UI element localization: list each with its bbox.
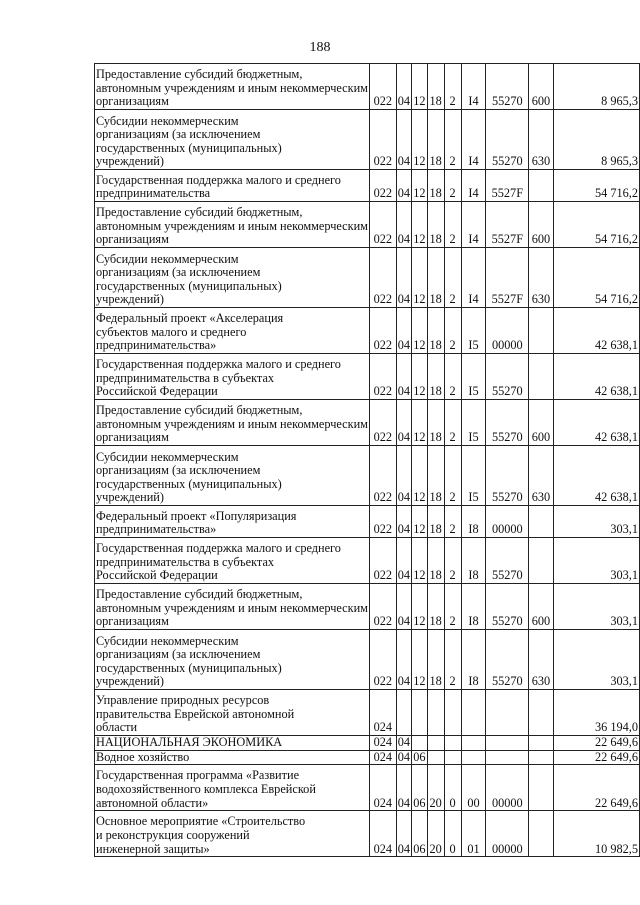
cell-expense-type-code: 600 [529,584,553,630]
cell-rz-code: 022 [369,64,396,110]
cell-expense-type-code: 630 [529,630,553,690]
row-name: Государственная программа «Развитие водохозяйственного комплекса Еврейской автономной области» [95,765,370,811]
cell-amount: 42 638,1 [553,446,639,506]
cell-expense-type-code [529,308,553,354]
cell-program-code: 18 [427,446,444,506]
cell-expense-type-code: 630 [529,110,553,170]
cell-section-code: 04 [396,446,411,506]
table-row [95,750,640,765]
cell-expense-type-code: 600 [529,202,553,248]
cell-program-code: 18 [427,354,444,400]
table-row [95,811,640,857]
cell-direction-code: 55270 [486,538,529,584]
cell-subprogram-code: 2 [444,110,461,170]
row-name: Управление природных ресурсов правительства Еврейской автономной области [95,690,370,736]
cell-direction-code [486,690,529,736]
table-row [95,170,640,202]
cell-subprogram-code: 2 [444,630,461,690]
cell-direction-code: 55270 [486,110,529,170]
cell-direction-code: 00000 [486,308,529,354]
cell-expense-type-code [529,736,553,751]
cell-amount: 54 716,2 [553,202,639,248]
cell-subsection-code: 12 [412,506,428,538]
cell-rz-code: 022 [369,110,396,170]
cell-amount: 303,1 [553,506,639,538]
row-name: Субсидии некоммерческим организациям (за исключением государственных (муниципальных) учреждений) [95,110,370,170]
table-row [95,446,640,506]
cell-section-code: 04 [396,765,411,811]
cell-expense-type-code: 630 [529,248,553,308]
cell-rz-code: 024 [369,765,396,811]
row-name: Государственная поддержка малого и среднего предпринимательства в субъектах Российской Федерации [95,354,370,400]
cell-direction-code: 55270 [486,630,529,690]
cell-subprogram-code: 2 [444,354,461,400]
table-row [95,202,640,248]
table-row [95,690,640,736]
cell-direction-code: 55270 [486,64,529,110]
cell-subsection-code: 12 [412,202,428,248]
cell-amount: 22 649,6 [553,765,639,811]
cell-subprogram-code: 2 [444,64,461,110]
cell-subsection-code: 12 [412,538,428,584]
cell-event-code [461,736,486,751]
row-name: Федеральный проект «Акселерация субъектов малого и среднего предпринимательства» [95,308,370,354]
cell-rz-code: 022 [369,446,396,506]
cell-amount: 36 194,0 [553,690,639,736]
cell-subsection-code: 12 [412,354,428,400]
table-row [95,538,640,584]
cell-subprogram-code: 2 [444,584,461,630]
cell-rz-code: 022 [369,506,396,538]
row-name: Федеральный проект «Популяризация предпринимательства» [95,506,370,538]
cell-subprogram-code: 2 [444,400,461,446]
cell-expense-type-code [529,765,553,811]
cell-program-code: 20 [427,811,444,857]
cell-rz-code: 024 [369,811,396,857]
table-row [95,400,640,446]
cell-amount: 8 965,3 [553,110,639,170]
cell-section-code: 04 [396,630,411,690]
cell-subprogram-code: 2 [444,538,461,584]
row-name: Предоставление субсидий бюджетным, автономным учреждениям и иным некоммерческим организациям [95,584,370,630]
table-row [95,354,640,400]
cell-direction-code: 00000 [486,506,529,538]
cell-section-code: 04 [396,811,411,857]
cell-direction-code: 00000 [486,765,529,811]
cell-subsection-code: 12 [412,584,428,630]
cell-program-code: 18 [427,584,444,630]
table-row [95,736,640,751]
cell-subprogram-code: 2 [444,308,461,354]
cell-section-code: 04 [396,584,411,630]
cell-subprogram-code: 2 [444,506,461,538]
cell-program-code: 18 [427,202,444,248]
cell-direction-code: 55270 [486,584,529,630]
cell-amount: 42 638,1 [553,308,639,354]
row-name: Субсидии некоммерческим организациям (за исключением государственных (муниципальных) учреждений) [95,630,370,690]
cell-program-code: 18 [427,308,444,354]
cell-subsection-code: 12 [412,248,428,308]
table-row [95,248,640,308]
cell-rz-code: 022 [369,202,396,248]
table-row [95,64,640,110]
cell-section-code: 04 [396,64,411,110]
cell-program-code [427,750,444,765]
cell-program-code [427,736,444,751]
cell-amount: 54 716,2 [553,248,639,308]
cell-expense-type-code: 630 [529,446,553,506]
cell-program-code: 20 [427,765,444,811]
cell-expense-type-code [529,506,553,538]
row-name: Субсидии некоммерческим организациям (за исключением государственных (муниципальных) учреждений) [95,446,370,506]
table-row [95,308,640,354]
cell-rz-code: 024 [369,690,396,736]
cell-section-code: 04 [396,354,411,400]
cell-section-code: 04 [397,735,410,749]
cell-event-code: I8 [461,538,486,584]
cell-rz-code: 024 [369,736,396,751]
cell-event-code: I8 [461,506,486,538]
cell-section-code: 04 [396,170,411,202]
cell-rz-code: 022 [369,248,396,308]
cell-subprogram-code: 2 [444,248,461,308]
row-name: Водное хозяйство [95,750,370,765]
cell-event-code: I8 [461,584,486,630]
cell-subprogram-code: 0 [444,811,461,857]
cell-amount: 22 649,6 [553,736,639,751]
cell-section-code: 04 [396,400,411,446]
cell-expense-type-code [529,354,553,400]
row-name: Предоставление субсидий бюджетным, автономным учреждениям и иным некоммерческим организациям [95,202,370,248]
cell-subsection-code: 12 [412,400,428,446]
cell-program-code: 18 [427,170,444,202]
cell-section-code: 04 [396,110,411,170]
cell-subsection-code: 12 [412,630,428,690]
cell-event-code [461,750,486,765]
cell-event-code [461,690,486,736]
cell-subprogram-code [444,750,461,765]
row-name: Основное мероприятие «Строительство и реконструкция сооружений инженерной защиты» [95,811,370,857]
cell-rz-code: 022 [369,170,396,202]
cell-expense-type-code [529,811,553,857]
cell-event-code: I8 [461,630,486,690]
cell-section-code: 04 [396,248,411,308]
cell-subprogram-code: 2 [444,446,461,506]
table-row [95,506,640,538]
page-number: 188 [309,40,331,55]
cell-rz-code: 022 [369,538,396,584]
cell-direction-code: 55270 [486,354,529,400]
cell-amount: 303,1 [553,584,639,630]
row-name: Субсидии некоммерческим организациям (за исключением государственных (муниципальных) учреждений) [95,248,370,308]
cell-program-code [427,690,444,736]
cell-direction-code: 5527F [486,170,529,202]
cell-section-code: 04 [396,308,411,354]
cell-program-code: 18 [427,630,444,690]
table-row [95,110,640,170]
table-row [95,584,640,630]
cell-expense-type-code [529,538,553,584]
cell-section-code: 04 [396,506,411,538]
cell-direction-code: 55270 [486,400,529,446]
cell-event-code: I5 [461,308,486,354]
table-row [95,765,640,811]
row-name: НАЦИОНАЛЬНАЯ ЭКОНОМИКА [95,736,370,751]
budget-table [94,63,640,857]
cell-expense-type-code [529,750,553,765]
cell-subsection-code: 06 [412,811,428,857]
cell-direction-code [486,736,529,751]
row-name: Государственная поддержка малого и среднего предпринимательства в субъектах Российской Федерации [95,538,370,584]
cell-subprogram-code: 2 [444,170,461,202]
cell-amount: 54 716,2 [553,170,639,202]
cell-subsection-code: 12 [412,170,428,202]
cell-direction-code: 5527F [486,202,529,248]
cell-event-code: I4 [461,170,486,202]
cell-program-code: 18 [427,538,444,584]
cell-event-code: I5 [461,354,486,400]
cell-subprogram-code: 2 [444,202,461,248]
row-name: Предоставление субсидий бюджетным, автономным учреждениям и иным некоммерческим организациям [95,64,370,110]
cell-program-code: 18 [427,248,444,308]
cell-event-code: I5 [461,400,486,446]
cell-subprogram-code: 0 [444,765,461,811]
cell-rz-code: 022 [369,584,396,630]
cell-subsection-code: 06 [412,765,428,811]
cell-event-code: I4 [461,110,486,170]
cell-event-code: I5 [461,446,486,506]
cell-amount: 22 649,6 [553,750,639,765]
cell-section-code: 04 [397,750,410,764]
cell-amount: 42 638,1 [553,400,639,446]
cell-program-code: 18 [427,110,444,170]
cell-direction-code: 55270 [486,446,529,506]
cell-rz-code: 022 [369,400,396,446]
row-name: Государственная поддержка малого и среднего предпринимательства [95,170,370,202]
table-row [95,630,640,690]
cell-subprogram-code [444,736,461,751]
cell-subprogram-code [444,690,461,736]
cell-direction-code: 00000 [486,811,529,857]
cell-expense-type-code: 600 [529,64,553,110]
cell-subsection-code: 12 [412,446,428,506]
cell-program-code: 18 [427,400,444,446]
cell-rz-code: 024 [369,750,396,765]
cell-amount: 303,1 [553,630,639,690]
cell-subsection-code: 12 [412,308,428,354]
cell-section-code [396,690,411,736]
cell-event-code: I4 [461,64,486,110]
cell-expense-type-code [529,690,553,736]
cell-expense-type-code [529,170,553,202]
cell-event-code: I4 [461,248,486,308]
cell-rz-code: 022 [369,630,396,690]
cell-direction-code: 5527F [486,248,529,308]
cell-subsection-code: 06 [413,750,426,764]
cell-rz-code: 022 [369,354,396,400]
cell-amount: 10 982,5 [553,811,639,857]
cell-section-code: 04 [396,538,411,584]
cell-subsection-code: 12 [412,64,428,110]
cell-amount: 42 638,1 [553,354,639,400]
cell-program-code: 18 [427,64,444,110]
cell-direction-code [486,750,529,765]
cell-event-code: I4 [461,202,486,248]
cell-expense-type-code: 600 [529,400,553,446]
cell-rz-code: 022 [369,308,396,354]
cell-subsection-code [412,736,428,751]
cell-amount: 8 965,3 [553,64,639,110]
cell-subsection-code [412,690,428,736]
cell-subsection-code: 12 [412,110,428,170]
cell-amount: 303,1 [553,538,639,584]
row-name: Предоставление субсидий бюджетным, автономным учреждениям и иным некоммерческим организациям [95,400,370,446]
cell-event-code: 01 [461,811,486,857]
cell-section-code: 04 [396,202,411,248]
cell-program-code: 18 [427,506,444,538]
cell-event-code: 00 [461,765,486,811]
